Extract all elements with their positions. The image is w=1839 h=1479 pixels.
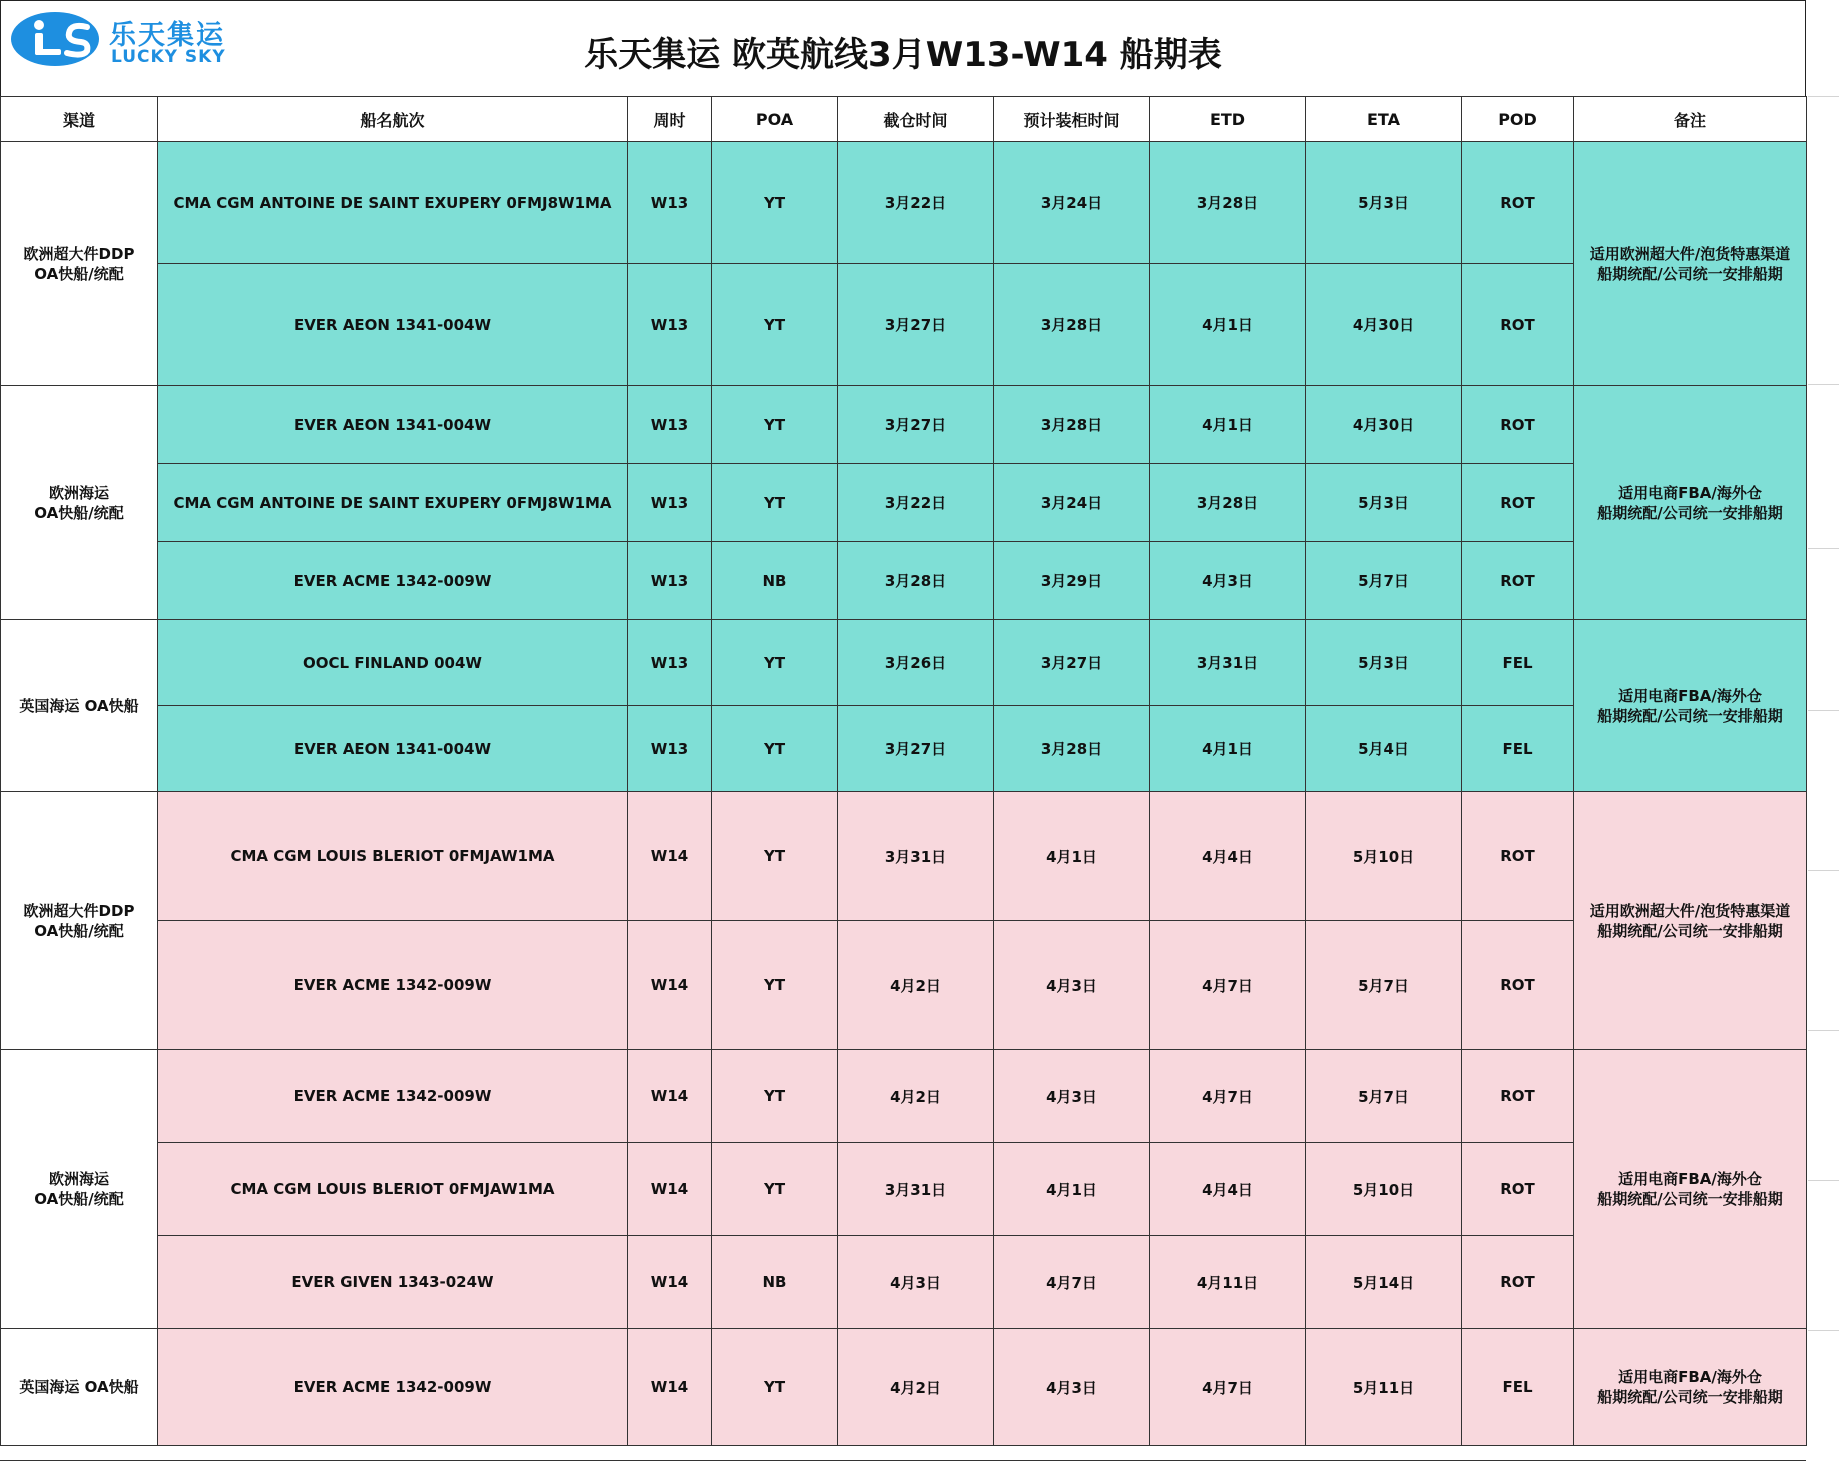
eta-cell: 5月3日 [1306,620,1462,706]
pod-cell: ROT [1462,542,1574,620]
week-cell: W14 [628,792,712,921]
brand-name-en: LUCKY SKY [111,47,226,67]
etd-cell: 3月31日 [1150,620,1306,706]
cutoff-date-cell: 3月27日 [838,264,994,386]
etd-cell: 3月28日 [1150,142,1306,264]
eta-cell: 5月7日 [1306,1050,1462,1143]
poa-cell: YT [712,386,838,464]
etd-cell: 4月3日 [1150,542,1306,620]
remarks-cell: 适用欧洲超大件/泡货特惠渠道 船期统配/公司统一安排船期 [1574,142,1807,386]
col-header-pod: POD [1462,97,1574,142]
channel-cell: 欧洲超大件DDP OA快船/统配 [1,792,158,1050]
cutoff-date-cell: 3月31日 [838,792,994,921]
col-header-etd: ETD [1150,97,1306,142]
etd-cell: 4月1日 [1150,706,1306,792]
week-cell: W14 [628,1050,712,1143]
loading-date-cell: 3月24日 [994,142,1150,264]
cutoff-date-cell: 3月28日 [838,542,994,620]
page-title: 乐天集运 欧英航线3月W13-W14 船期表 [584,35,1222,75]
table-row [1,142,1807,264]
table-row [1,1143,1807,1236]
pod-cell: ROT [1462,386,1574,464]
channel-cell: 欧洲海运 OA快船/统配 [1,1050,158,1329]
channel-cell: 英国海运 OA快船 [1,1329,158,1446]
poa-cell: YT [712,1050,838,1143]
poa-cell: YT [712,464,838,542]
eta-cell: 4月30日 [1306,386,1462,464]
week-cell: W14 [628,1236,712,1329]
loading-date-cell: 4月3日 [994,921,1150,1050]
poa-cell: YT [712,264,838,386]
pod-cell: FEL [1462,620,1574,706]
pod-cell: ROT [1462,142,1574,264]
cutoff-date-cell: 4月2日 [838,921,994,1050]
pod-cell: FEL [1462,1329,1574,1446]
poa-cell: NB [712,1236,838,1329]
loading-date-cell: 3月28日 [994,706,1150,792]
poa-cell: YT [712,706,838,792]
table-row [1,386,1807,464]
table-row [1,921,1807,1050]
cutoff-date-cell: 3月27日 [838,386,994,464]
pod-cell: ROT [1462,921,1574,1050]
loading-date-cell: 4月7日 [994,1236,1150,1329]
col-header-remarks: 备注 [1574,97,1807,142]
poa-cell: YT [712,1143,838,1236]
remarks-cell: 适用电商FBA/海外仓 船期统配/公司统一安排船期 [1574,386,1807,620]
week-cell: W13 [628,542,712,620]
cutoff-date-cell: 3月22日 [838,464,994,542]
pod-cell: ROT [1462,264,1574,386]
vessel-voyage-cell: OOCL FINLAND 004W [158,620,628,706]
col-header-vessel: 船名航次 [158,97,628,142]
vessel-voyage-cell: EVER AEON 1341-004W [158,264,628,386]
channel-cell: 欧洲超大件DDP OA快船/统配 [1,142,158,386]
cutoff-date-cell: 3月26日 [838,620,994,706]
etd-cell: 4月1日 [1150,386,1306,464]
poa-cell: YT [712,142,838,264]
table-row [1,264,1807,386]
etd-cell: 4月4日 [1150,1143,1306,1236]
etd-cell: 4月11日 [1150,1236,1306,1329]
poa-cell: YT [712,792,838,921]
week-cell: W13 [628,620,712,706]
eta-cell: 5月14日 [1306,1236,1462,1329]
loading-date-cell: 3月29日 [994,542,1150,620]
cutoff-date-cell: 4月2日 [838,1329,994,1446]
etd-cell: 4月7日 [1150,1050,1306,1143]
vessel-voyage-cell: EVER GIVEN 1343-024W [158,1236,628,1329]
eta-cell: 5月7日 [1306,921,1462,1050]
table-row [1,1050,1807,1143]
week-cell: W13 [628,264,712,386]
poa-cell: YT [712,620,838,706]
cutoff-date-cell: 3月22日 [838,142,994,264]
vessel-voyage-cell: CMA CGM ANTOINE DE SAINT EXUPERY 0FMJ8W1MA [158,142,628,264]
brand-name-cn: 乐天集运 [109,20,225,51]
table-row [1,1236,1807,1329]
vessel-voyage-cell: CMA CGM LOUIS BLERIOT 0FMJAW1MA [158,1143,628,1236]
etd-cell: 4月7日 [1150,921,1306,1050]
eta-cell: 5月3日 [1306,142,1462,264]
poa-cell: NB [712,542,838,620]
bottom-rule [0,1460,1806,1461]
vessel-voyage-cell: CMA CGM ANTOINE DE SAINT EXUPERY 0FMJ8W1MA [158,464,628,542]
pod-cell: ROT [1462,1050,1574,1143]
table-row [1,464,1807,542]
table-row [1,706,1807,792]
pod-cell: ROT [1462,1143,1574,1236]
vessel-voyage-cell: EVER ACME 1342-009W [158,1050,628,1143]
pod-cell: ROT [1462,792,1574,921]
shipping-schedule-table [0,96,1807,1446]
table-row [1,792,1807,921]
cutoff-date-cell: 4月2日 [838,1050,994,1143]
eta-cell: 5月4日 [1306,706,1462,792]
loading-date-cell: 4月3日 [994,1050,1150,1143]
vessel-voyage-cell: EVER ACME 1342-009W [158,1329,628,1446]
remarks-cell: 适用电商FBA/海外仓 船期统配/公司统一安排船期 [1574,1050,1807,1329]
table-row [1,620,1807,706]
loading-date-cell: 4月3日 [994,1329,1150,1446]
table-row [1,1329,1807,1446]
week-cell: W13 [628,142,712,264]
loading-date-cell: 4月1日 [994,792,1150,921]
col-header-cutoff: 截仓时间 [838,97,994,142]
sheet-header [0,0,1806,96]
vessel-voyage-cell: EVER ACME 1342-009W [158,542,628,620]
col-header-week: 周时 [628,97,712,142]
eta-cell: 5月11日 [1306,1329,1462,1446]
table-header-row [1,97,1807,142]
week-cell: W14 [628,1143,712,1236]
loading-date-cell: 3月27日 [994,620,1150,706]
eta-cell: 5月10日 [1306,792,1462,921]
eta-cell: 4月30日 [1306,264,1462,386]
table-row [1,542,1807,620]
vessel-voyage-cell: EVER ACME 1342-009W [158,921,628,1050]
remarks-cell: 适用电商FBA/海外仓 船期统配/公司统一安排船期 [1574,1329,1807,1446]
week-cell: W13 [628,706,712,792]
week-cell: W14 [628,1329,712,1446]
loading-date-cell: 3月28日 [994,264,1150,386]
eta-cell: 5月3日 [1306,464,1462,542]
cutoff-date-cell: 3月31日 [838,1143,994,1236]
col-header-poa: POA [712,97,838,142]
sheet-right-margin [1808,0,1839,1479]
remarks-cell: 适用欧洲超大件/泡货特惠渠道 船期统配/公司统一安排船期 [1574,792,1807,1050]
week-cell: W13 [628,386,712,464]
loading-date-cell: 3月28日 [994,386,1150,464]
channel-cell: 英国海运 OA快船 [1,620,158,792]
etd-cell: 4月1日 [1150,264,1306,386]
pod-cell: FEL [1462,706,1574,792]
poa-cell: YT [712,921,838,1050]
etd-cell: 3月28日 [1150,464,1306,542]
vessel-voyage-cell: EVER AEON 1341-004W [158,706,628,792]
etd-cell: 4月7日 [1150,1329,1306,1446]
vessel-voyage-cell: EVER AEON 1341-004W [158,386,628,464]
poa-cell: YT [712,1329,838,1446]
cutoff-date-cell: 4月3日 [838,1236,994,1329]
vessel-voyage-cell: CMA CGM LOUIS BLERIOT 0FMJAW1MA [158,792,628,921]
remarks-cell: 适用电商FBA/海外仓 船期统配/公司统一安排船期 [1574,620,1807,792]
week-cell: W13 [628,464,712,542]
etd-cell: 4月4日 [1150,792,1306,921]
channel-cell: 欧洲海运 OA快船/统配 [1,386,158,620]
pod-cell: ROT [1462,1236,1574,1329]
loading-date-cell: 3月24日 [994,464,1150,542]
eta-cell: 5月7日 [1306,542,1462,620]
col-header-eta: ETA [1306,97,1462,142]
cutoff-date-cell: 3月27日 [838,706,994,792]
col-header-channel: 渠道 [1,97,158,142]
eta-cell: 5月10日 [1306,1143,1462,1236]
pod-cell: ROT [1462,464,1574,542]
loading-date-cell: 4月1日 [994,1143,1150,1236]
week-cell: W14 [628,921,712,1050]
col-header-loading: 预计装柜时间 [994,97,1150,142]
